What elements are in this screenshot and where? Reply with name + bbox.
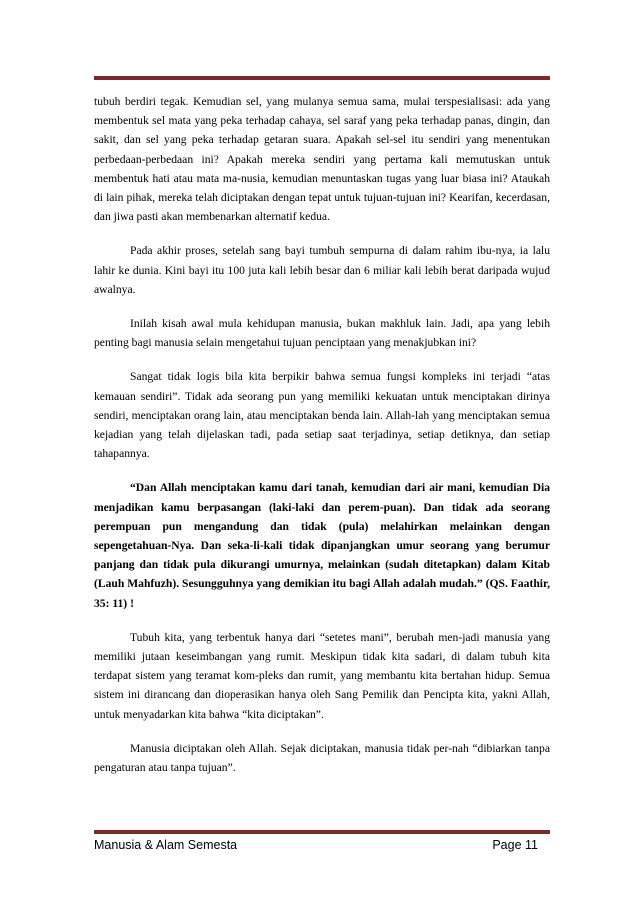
page-number: Page 11 — [492, 838, 538, 852]
page-body — [94, 92, 550, 792]
paragraph-6: Tubuh kita, yang terbentuk hanya dari “setetes mani”, berubah men-jadi manusia yang memiliki jutaan keseimbangan yang rumit. Meskipun tidak kita sadari, di dalam tubuh kita terdapat sistem yang teramat kom-pleks dan rumit, yang membantu kita bertahan hidup. Semua sistem ini dirancang dan dioperasikan hanya oleh Sang Pemilik dan Pencipta kita, yakni Allah, untuk menyadarkan kita bahwa “kita diciptakan”. — [94, 630, 550, 721]
paragraph-4: Sangat tidak logis bila kita berpikir bahwa semua fungsi kompleks ini terjadi “atas kemauan sendiri”. Tidak ada seorang pun yang memiliki kekuatan untuk menciptakan dirinya sendiri, menciptakan orang lain, atau menciptakan benda lain. Allah-lah yang menciptakan semua kejadian yang telah dijelaskan tadi, pada setiap saat terjadinya, setiap detiknya, dan setiap tahapannya. — [94, 370, 550, 461]
page-footer — [94, 838, 550, 852]
footer-rule-thin — [94, 833, 550, 834]
paragraph-7: Manusia diciptakan oleh Allah. Sejak diciptakan, manusia tidak per-nah “dibiarkan tanpa pengaturan atau tanpa tujuan”. — [94, 741, 550, 775]
paragraph-1: tubuh berdiri tegak. Kemudian sel, yang mulanya semua sama, mulai terspesialisasi: ada yang membentuk sel mata yang peka terhadap cahaya, sel saraf yang peka terhadap panas, dingin, dan sakit, dan sel yang peka terhadap getaran suara. Apakah sel-sel itu sendiri yang menentukan perbedaan-perbedaan ini? Apakah mereka sendiri yang pertama kali memutuskan untuk membentuk hati atau mata ma-nusia, kemudian menuntaskan tugas yang luar biasa ini? Ataukah di lain pihak, mereka telah diciptakan dengan tepat untuk tujuan-tujuan ini? Kearifan, kecerdasan, dan jiwa pasti akan membenarkan alternatif kedua. — [94, 95, 550, 224]
header-rule — [94, 74, 550, 80]
paragraph-2: Pada akhir proses, setelah sang bayi tumbuh sempurna di dalam rahim ibu-nya, ia lalu lahir ke dunia. Kini bayi itu 100 juta kali lebih besar dan 6 miliar kali lebih berat daripada wujud awalnya. — [94, 244, 550, 296]
footer-title: Manusia & Alam Semesta — [94, 838, 238, 852]
paragraph-3: Inilah kisah awal mula kehidupan manusia, bukan makhluk lain. Jadi, apa yang lebih penting bagi manusia selain mengetahui tujuan penciptaan yang menakjubkan ini? — [94, 317, 550, 350]
quran-quote: “Dan Allah menciptakan kamu dari tanah, kemudian dari air mani, kemudian Dia menjadikan kamu berpasangan (laki-laki dan perem-puan). Dan tidak ada seorang perempuan pun mengandung dan tidak (pula) melahirkan melainkan dengan sepengetahuan-Nya. Dan seka-li-kali tidak dipanjangkan umur seorang yang berumur panjang dan tidak pula dikurangi umurnya, melainkan (sudah ditetapkan) dalam Kitab (Lauh Mahfuzh). Sesungguhnya yang demikian itu bagi Allah adalah mudah.” (QS. Faathir, 35: 11) ! — [94, 481, 550, 610]
footer-rule — [94, 830, 550, 836]
header-rule-thick — [94, 77, 550, 80]
